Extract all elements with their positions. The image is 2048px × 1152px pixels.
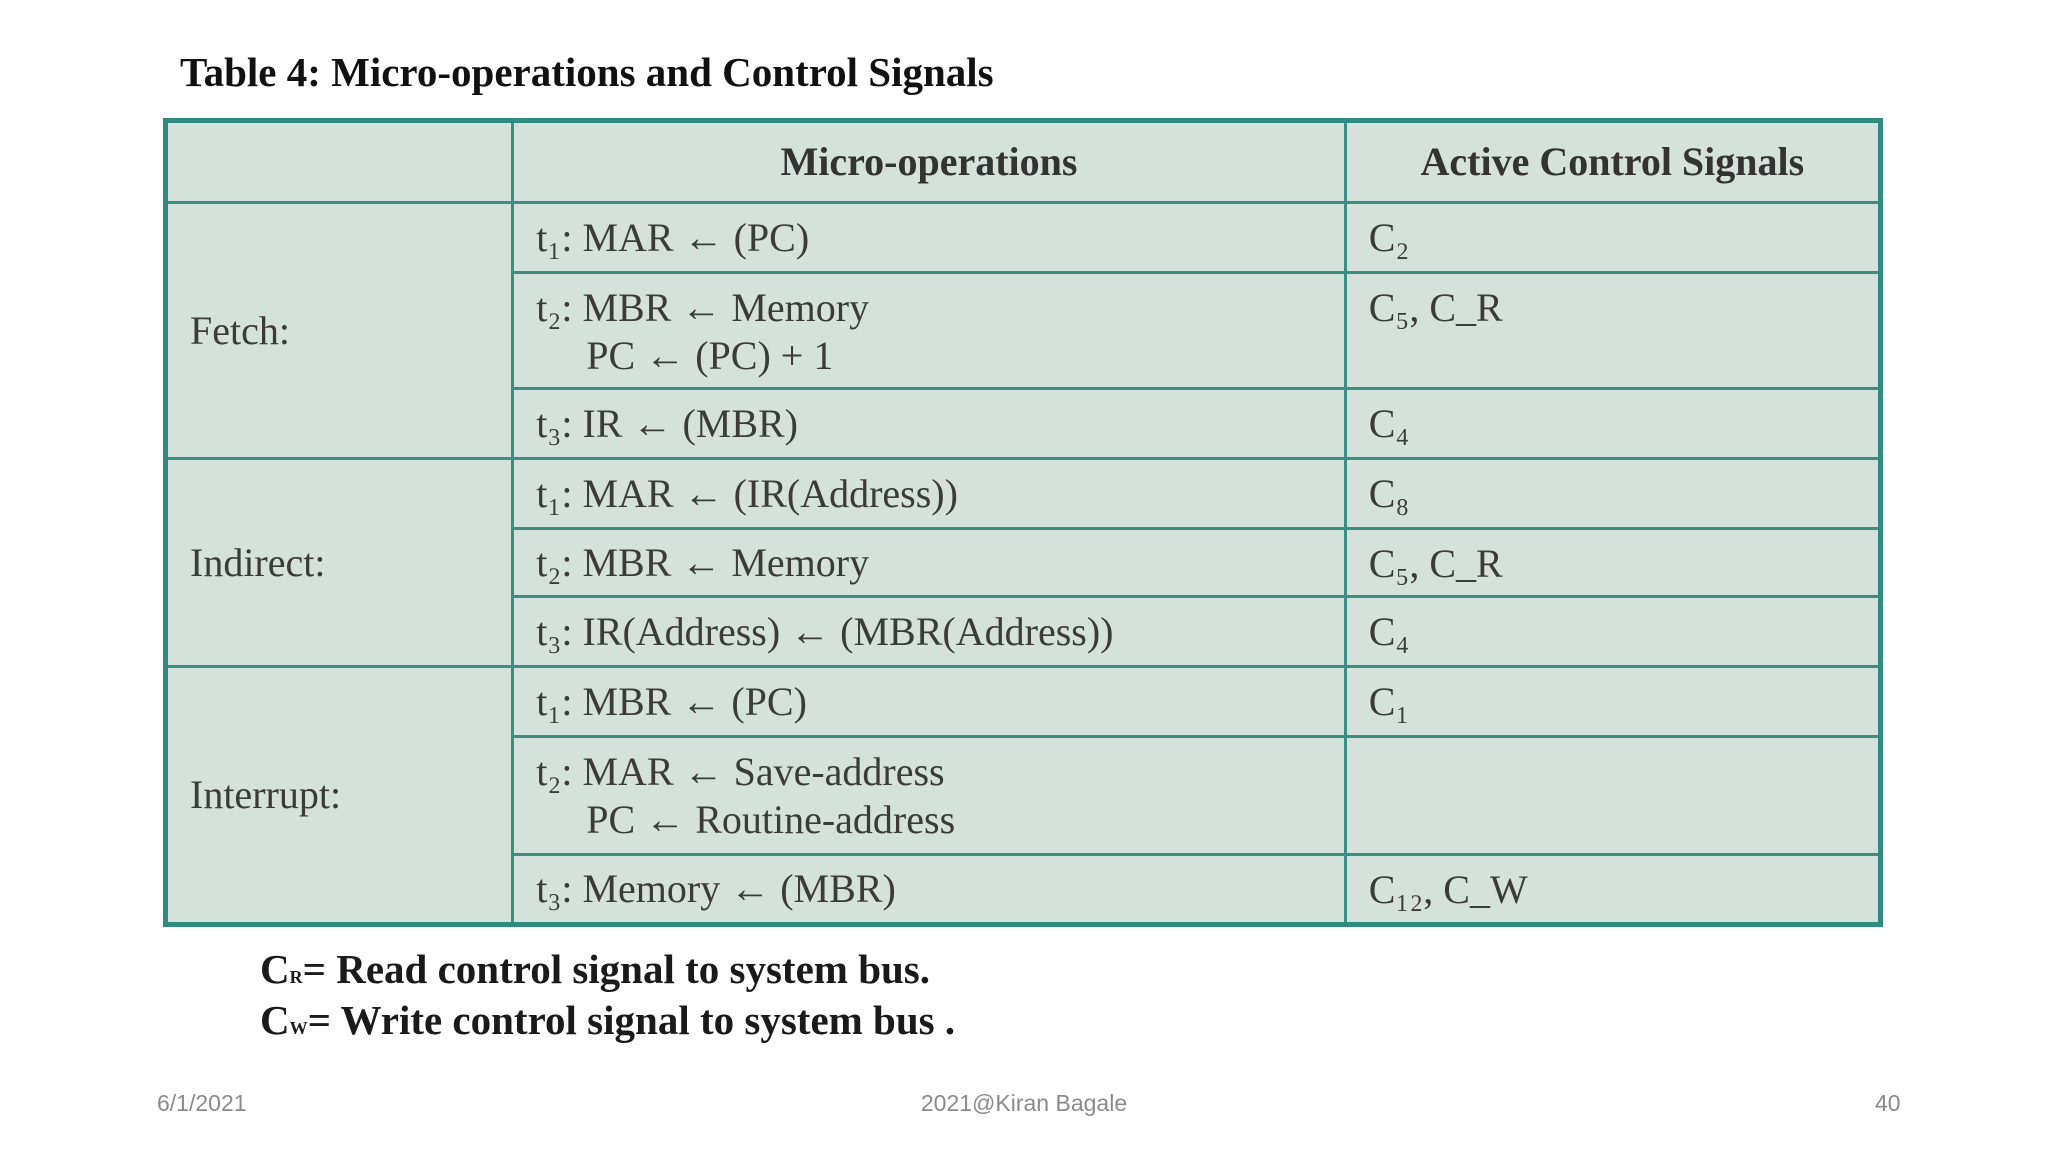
note-symbol: C bbox=[260, 946, 290, 992]
signal-cell: C₅, C_R bbox=[1345, 529, 1880, 597]
micro-op-cell bbox=[513, 737, 1345, 855]
note-read-signal bbox=[260, 945, 930, 993]
signal-cell: C₂ bbox=[1345, 203, 1880, 273]
note-symbol: C bbox=[260, 997, 290, 1043]
signal-cell: C₄ bbox=[1345, 389, 1880, 459]
micro-op-cell bbox=[513, 273, 1345, 389]
signal-cell: C₅, C_R bbox=[1345, 273, 1880, 389]
slide-title: Table 4: Micro-operations and Control Signals bbox=[180, 49, 994, 95]
phase-interrupt: Interrupt: bbox=[166, 667, 513, 925]
signal-cell bbox=[1345, 737, 1880, 855]
micro-op-cell bbox=[513, 459, 1345, 529]
micro-op-line: t₃: IR ← (MBR) bbox=[536, 400, 799, 446]
micro-op-line: t₁: MAR ← (IR(Address)) bbox=[536, 470, 958, 516]
micro-op-cell bbox=[513, 667, 1345, 737]
micro-op-line: PC ← (PC) + 1 bbox=[586, 333, 834, 378]
micro-op-cell bbox=[513, 203, 1345, 273]
phase-indirect: Indirect: bbox=[166, 459, 513, 667]
header-control-signals: Active Control Signals bbox=[1345, 121, 1880, 203]
footer-date: 6/1/2021 bbox=[157, 1090, 247, 1116]
table-row bbox=[166, 459, 1881, 529]
micro-op-line: PC ← Routine-address bbox=[586, 797, 956, 842]
table-header-row bbox=[166, 121, 1881, 203]
micro-op-cell bbox=[513, 529, 1345, 597]
header-micro-operations: Micro-operations bbox=[513, 121, 1345, 203]
micro-op-cell bbox=[513, 389, 1345, 459]
micro-op-line: t₂: MAR ← Save-address bbox=[536, 749, 945, 794]
micro-operations-table bbox=[163, 118, 1883, 927]
note-subscript: W bbox=[289, 1018, 308, 1038]
phase-fetch: Fetch: bbox=[166, 203, 513, 459]
micro-op-line: t₂: MBR ← Memory bbox=[536, 539, 870, 585]
note-text: = Write control signal to system bus . bbox=[307, 997, 956, 1043]
micro-op-line: t₃: IR(Address) ← (MBR(Address)) bbox=[536, 608, 1114, 654]
footer-page-number: 40 bbox=[1875, 1090, 1901, 1116]
signal-cell: C₄ bbox=[1345, 597, 1880, 667]
micro-op-line: t₂: MBR ← Memory bbox=[536, 285, 870, 330]
signal-cell: C₁ bbox=[1345, 667, 1880, 737]
table-row bbox=[166, 667, 1881, 737]
micro-op-cell bbox=[513, 855, 1345, 925]
note-text: = Read control signal to system bus. bbox=[302, 946, 931, 992]
footer-author: 2021@Kiran Bagale bbox=[920, 1090, 1128, 1116]
header-phase bbox=[166, 121, 513, 203]
signal-cell: C₈ bbox=[1345, 459, 1880, 529]
note-write-signal bbox=[260, 996, 955, 1044]
table-row bbox=[166, 203, 1881, 273]
signal-cell: C₁₂, C_W bbox=[1345, 855, 1880, 925]
micro-op-line: t₁: MAR ← (PC) bbox=[536, 214, 810, 260]
note-subscript: R bbox=[289, 967, 303, 987]
micro-op-cell bbox=[513, 597, 1345, 667]
micro-op-line: t₃: Memory ← (MBR) bbox=[536, 866, 896, 911]
micro-op-line: t₁: MBR ← (PC) bbox=[536, 678, 807, 724]
